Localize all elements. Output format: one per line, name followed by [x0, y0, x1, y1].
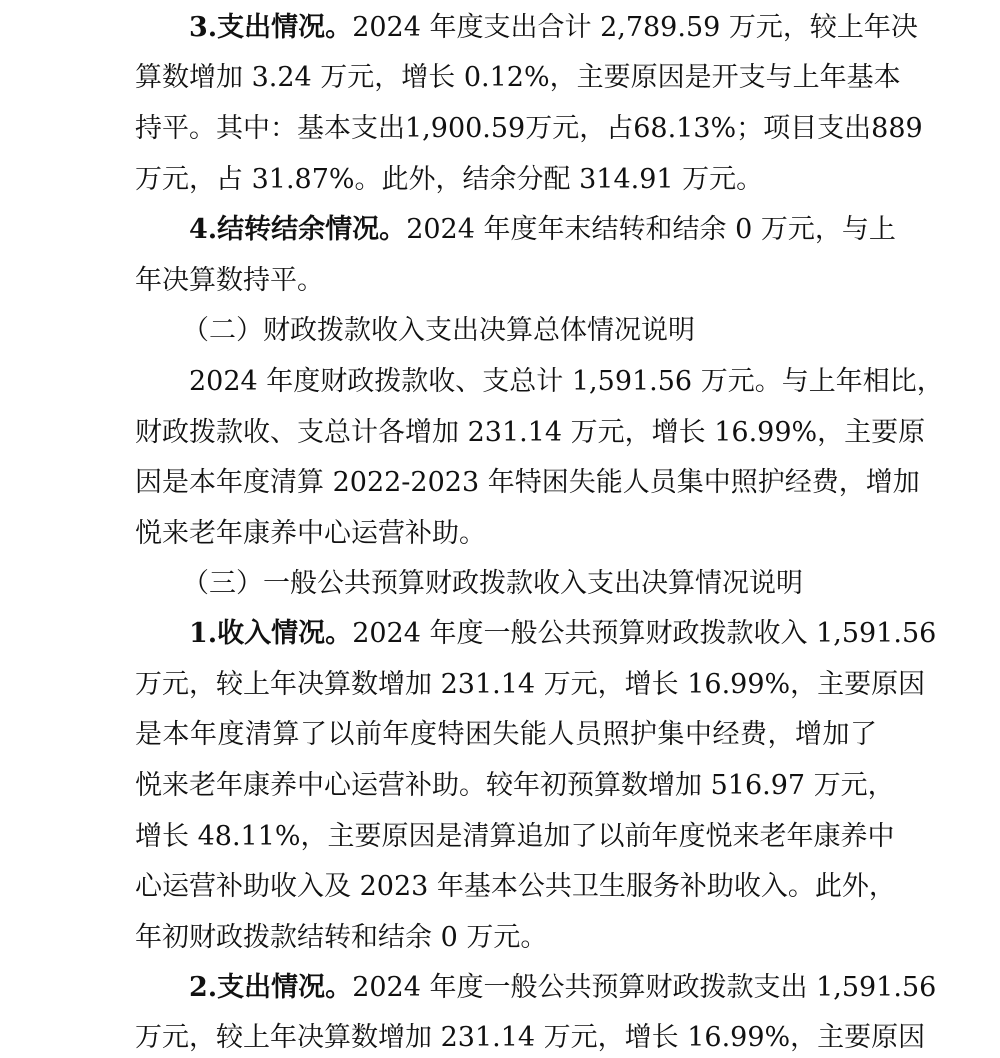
section-heading: 1.收入情况。	[189, 618, 353, 649]
section-heading: 3.支出情况。	[189, 12, 353, 43]
paragraph-line: 心运营补助收入及 2023 年基本公共卫生服务补助收入。此外，	[135, 871, 896, 902]
paragraph-line: 持平。其中：基本支出1,900.59万元，占68.13%；项目支出889	[135, 113, 923, 144]
paragraph-line: 万元，较上年决算数增加 231.14 万元，增长 16.99%，主要原因	[135, 1022, 926, 1053]
paragraph-text: 2024 年度支出合计 2,789.59 万元，较上年决	[352, 12, 918, 43]
section-heading: 4.结转结余情况。	[189, 214, 407, 245]
paragraph-line: 是本年度清算了以前年度特困失能人员照护集中经费，增加了	[135, 719, 877, 750]
paragraph-line	[189, 968, 937, 1008]
paragraph-text: 2024 年度一般公共预算财政拨款支出 1,591.56	[352, 972, 937, 1003]
paragraph-line: 年决算数持平。	[135, 265, 324, 296]
subsection-title: （三）一般公共预算财政拨款收入支出决算情况说明	[182, 568, 803, 599]
paragraph-line: 悦来老年康养中心运营补助。	[135, 518, 486, 549]
paragraph-line: 万元，较上年决算数增加 231.14 万元，增长 16.99%，主要原因	[135, 669, 926, 700]
paragraph-line: 算数增加 3.24 万元，增长 0.12%，主要原因是开支与上年基本	[135, 62, 901, 93]
paragraph-line: 万元，占 31.87%。此外，结余分配 314.91 万元。	[135, 164, 764, 195]
paragraph-text: 2024 年度年末结转和结余 0 万元，与上	[406, 214, 896, 245]
paragraph-line: 2024 年度财政拨款收、支总计 1,591.56 万元。与上年相比，	[189, 366, 944, 397]
paragraph-line	[189, 614, 937, 654]
paragraph-text: 2024 年度一般公共预算财政拨款收入 1,591.56	[352, 618, 937, 649]
subsection-title: （二）财政拨款收入支出决算总体情况说明	[182, 315, 695, 346]
paragraph-line: 悦来老年康养中心运营补助。较年初预算数增加 516.97 万元，	[135, 770, 895, 801]
paragraph-line: 年初财政拨款结转和结余 0 万元。	[135, 922, 548, 953]
paragraph-line: 因是本年度清算 2022-2023 年特困失能人员集中照护经费，增加	[135, 467, 920, 498]
paragraph-line: 财政拨款收、支总计各增加 231.14 万元，增长 16.99%，主要原	[135, 417, 926, 448]
paragraph-line	[189, 210, 896, 250]
section-heading: 2.支出情况。	[189, 972, 353, 1003]
paragraph-line: 增长 48.11%，主要原因是清算追加了以前年度悦来老年康养中	[135, 821, 895, 852]
paragraph-line	[189, 8, 918, 48]
